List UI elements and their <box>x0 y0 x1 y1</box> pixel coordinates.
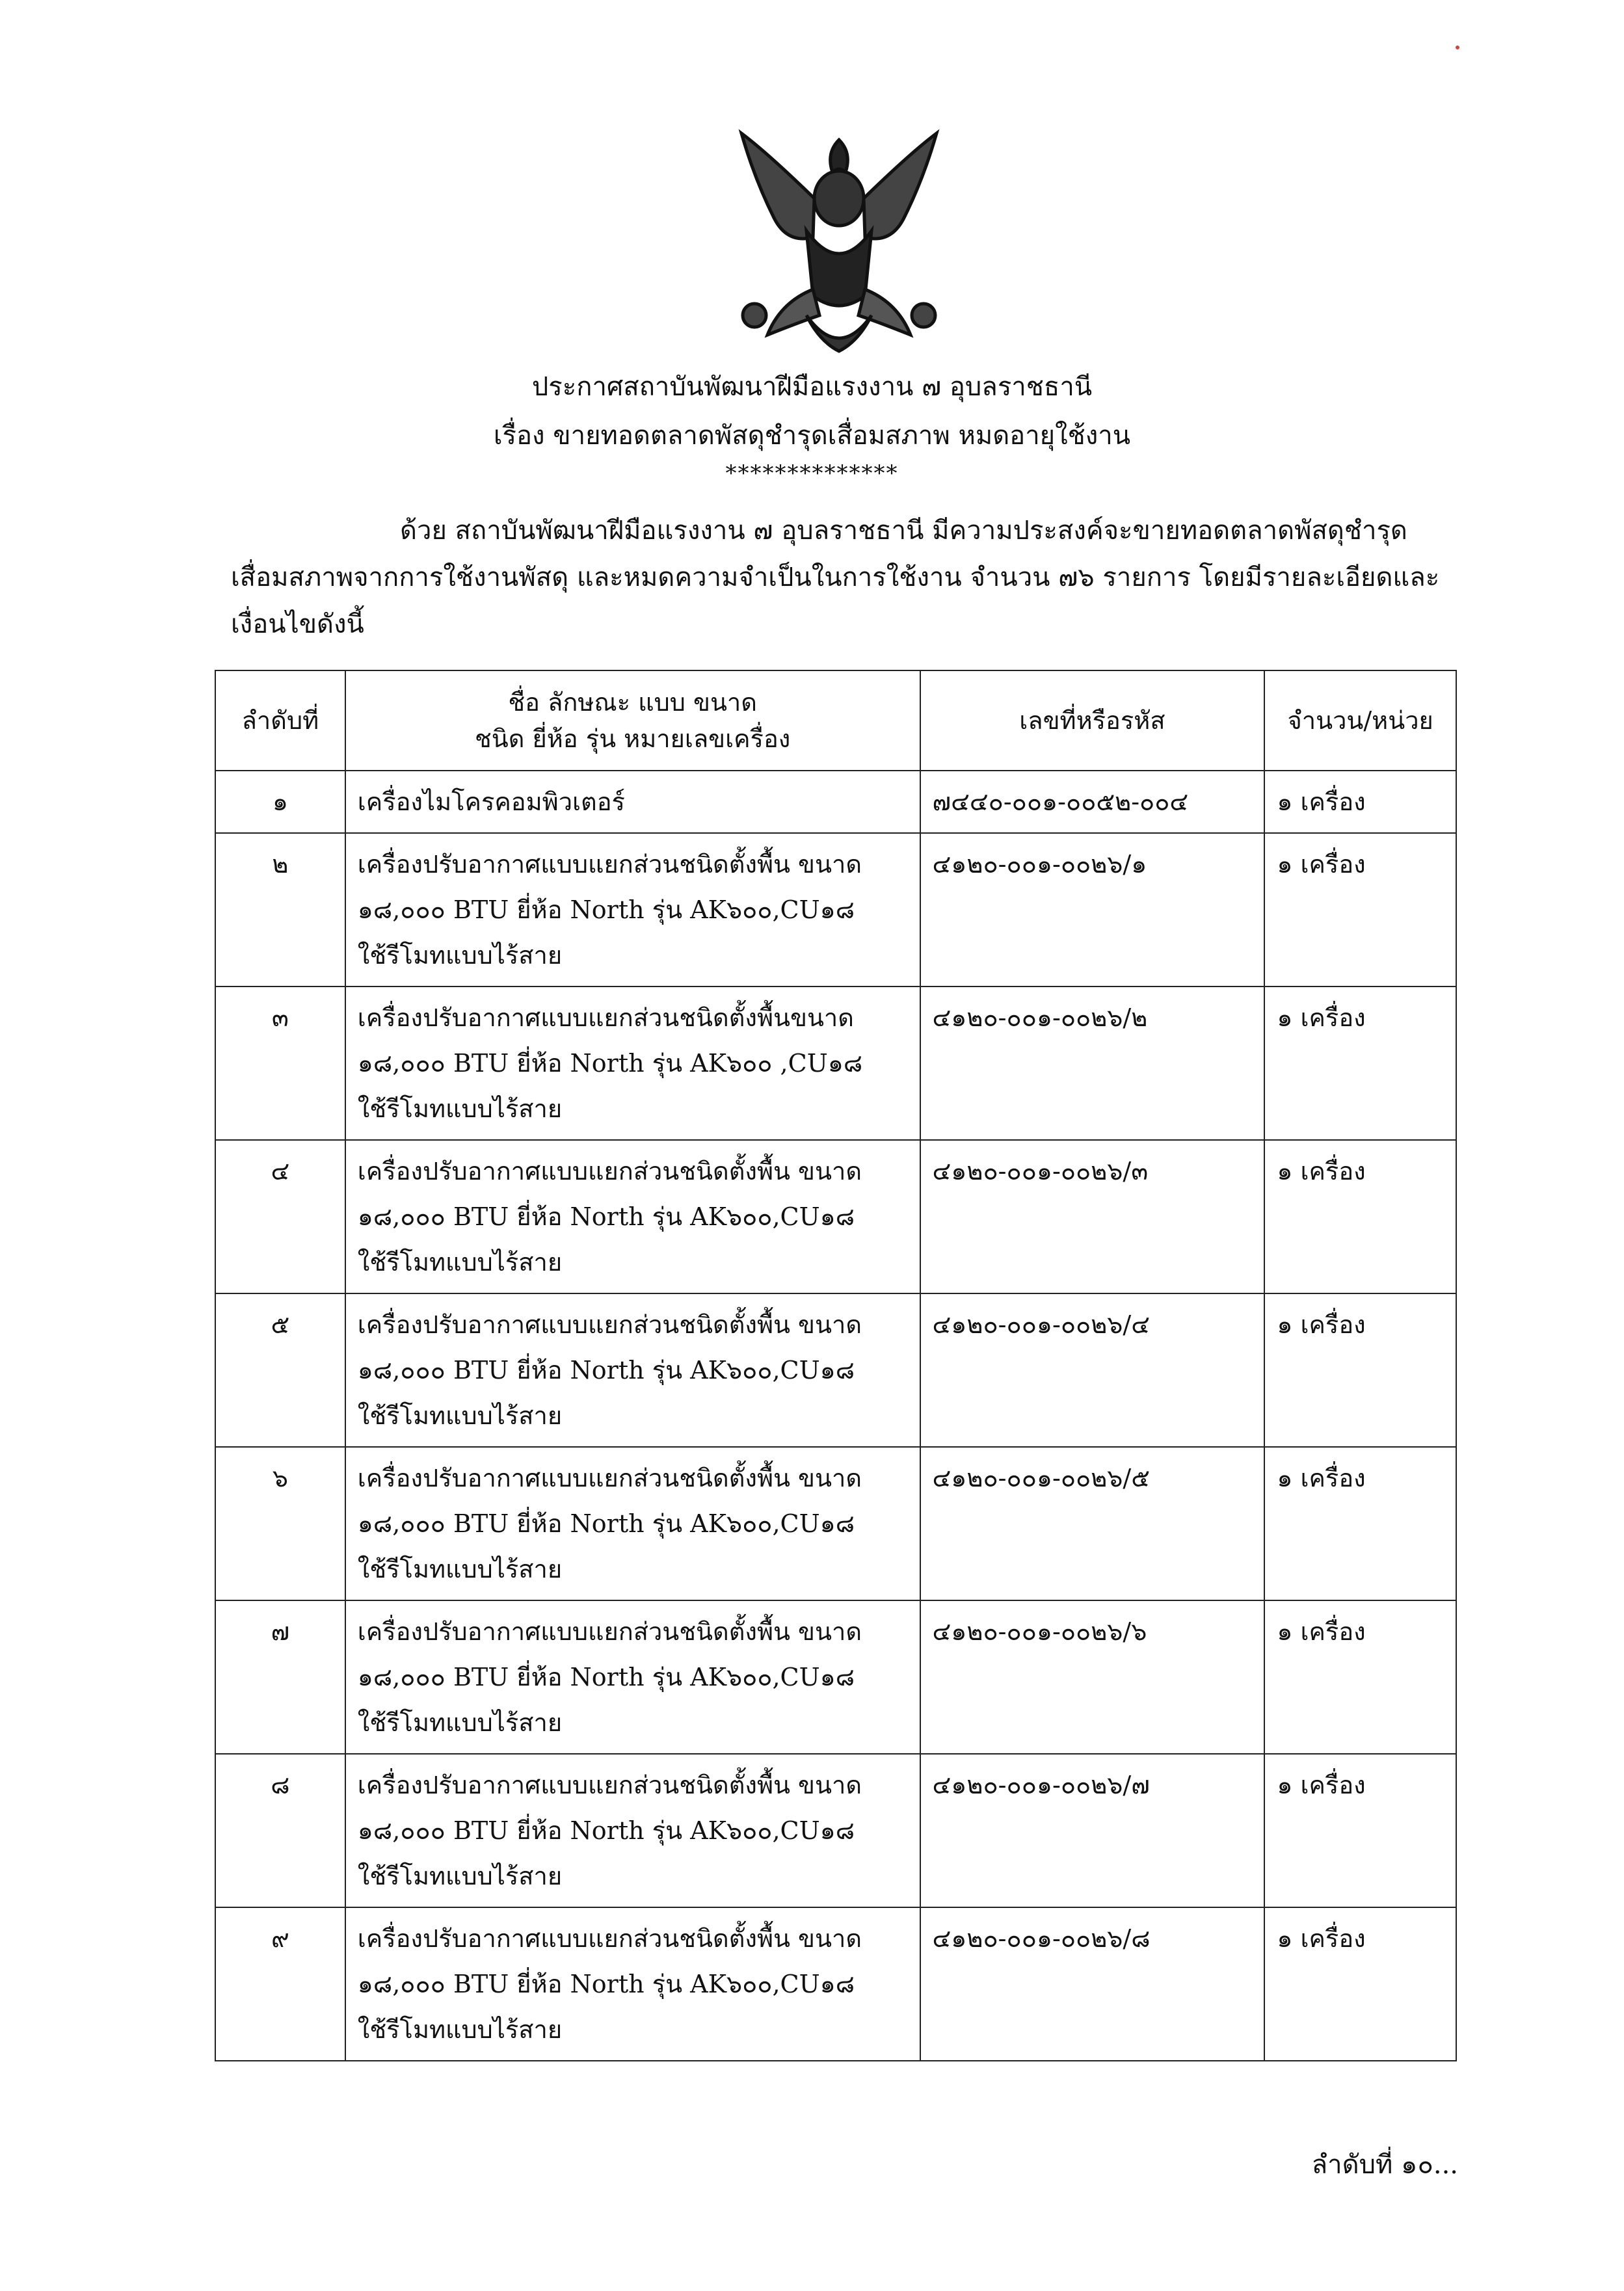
continuation-note: ลำดับที่ ๑๐... <box>1311 2150 1458 2180</box>
intro-line-1: ด้วย สถาบันพัฒนาฝีมือแรงงาน ๗ อุบลราชธานี มีความประสงค์จะขายทอดตลาดพัสดุชำรุด <box>400 516 1407 546</box>
row-code: ๔๑๒๐-๐๐๑-๐๐๒๖/๑ <box>920 833 1265 987</box>
row-desc-line: ๑๘,๐๐๐ BTU ยี่ห้อ North รุ่น AK๖๐๐,CU๑๘ <box>357 1202 855 1231</box>
row-order: ๕ <box>215 1293 345 1447</box>
row-desc-line: ๑๘,๐๐๐ BTU ยี่ห้อ North รุ่น AK๖๐๐,CU๑๘ <box>357 895 855 924</box>
row-code: ๔๑๒๐-๐๐๑-๐๐๒๖/๔ <box>920 1293 1265 1447</box>
row-order: ๔ <box>215 1140 345 1293</box>
row-code: ๔๑๒๐-๐๐๑-๐๐๒๖/๘ <box>920 1907 1265 2061</box>
row-description <box>345 1907 920 2061</box>
row-quantity: ๑ เครื่อง <box>1264 987 1456 1140</box>
garuda-emblem-icon <box>728 127 950 361</box>
col-header-name-line2: ชนิด ยี่ห้อ รุ่น หมายเลขเครื่อง <box>474 724 791 753</box>
row-desc-line: เครื่องปรับอากาศแบบแยกส่วนชนิดตั้งพื้น ขนาด <box>357 1771 862 1799</box>
intro-paragraph <box>231 507 1457 648</box>
col-header-quantity: จำนวน/หน่วย <box>1264 670 1456 771</box>
row-desc-line: เครื่องปรับอากาศแบบแยกส่วนชนิดตั้งพื้น ขนาด <box>357 1464 862 1492</box>
scan-mark <box>1456 46 1459 49</box>
row-quantity: ๑ เครื่อง <box>1264 1447 1456 1600</box>
row-desc-line: ใช้รีโมทแบบไร้สาย <box>357 1555 563 1583</box>
col-header-order: ลำดับที่ <box>215 670 345 771</box>
table-header-row <box>215 670 1456 771</box>
row-order: ๑ <box>215 771 345 833</box>
row-code: ๔๑๒๐-๐๐๑-๐๐๒๖/๓ <box>920 1140 1265 1293</box>
row-desc-line: เครื่องปรับอากาศแบบแยกส่วนชนิดตั้งพื้นขนาด <box>357 1003 854 1032</box>
row-desc-line: เครื่องปรับอากาศแบบแยกส่วนชนิดตั้งพื้น ขนาด <box>357 1157 862 1185</box>
row-code: ๔๑๒๐-๐๐๑-๐๐๒๖/๗ <box>920 1754 1265 1907</box>
table-row <box>215 1907 1456 2061</box>
col-header-code: เลขที่หรือรหัส <box>920 670 1265 771</box>
separator-asterisks: ************** <box>725 460 899 486</box>
row-desc-line: ๑๘,๐๐๐ BTU ยี่ห้อ North รุ่น AK๖๐๐,CU๑๘ <box>357 1970 855 1998</box>
row-order: ๗ <box>215 1600 345 1754</box>
row-order: ๘ <box>215 1754 345 1907</box>
table-row <box>215 1293 1456 1447</box>
row-quantity: ๑ เครื่อง <box>1264 1907 1456 2061</box>
row-quantity: ๑ เครื่อง <box>1264 833 1456 987</box>
col-header-name-line1: ชื่อ ลักษณะ แบบ ขนาด <box>508 688 757 717</box>
row-order: ๖ <box>215 1447 345 1600</box>
intro-line-2: เสื่อมสภาพจากการใช้งานพัสดุ และหมดความจำเป็นในการใช้งาน จำนวน ๗๖ รายการ โดยมีรายละเอียดและ <box>231 563 1440 592</box>
table-row <box>215 1754 1456 1907</box>
row-desc-line: ใช้รีโมทแบบไร้สาย <box>357 1401 563 1430</box>
intro-line-3: เงื่อนไขดังนี้ <box>231 609 364 639</box>
row-description <box>345 1293 920 1447</box>
row-desc-line: ใช้รีโมทแบบไร้สาย <box>357 2015 563 2044</box>
row-code: ๔๑๒๐-๐๐๑-๐๐๒๖/๖ <box>920 1600 1265 1754</box>
row-quantity: ๑ เครื่อง <box>1264 1140 1456 1293</box>
row-code: ๔๑๒๐-๐๐๑-๐๐๒๖/๒ <box>920 987 1265 1140</box>
row-code: ๔๑๒๐-๐๐๑-๐๐๒๖/๕ <box>920 1447 1265 1600</box>
row-desc-line: เครื่องปรับอากาศแบบแยกส่วนชนิดตั้งพื้น ขนาด <box>357 1924 862 1953</box>
row-description <box>345 1447 920 1600</box>
row-desc-line: ๑๘,๐๐๐ BTU ยี่ห้อ North รุ่น AK๖๐๐,CU๑๘ <box>357 1816 855 1845</box>
table-row <box>215 1600 1456 1754</box>
row-desc-line: ใช้รีโมทแบบไร้สาย <box>357 1708 563 1737</box>
col-header-name <box>345 670 920 771</box>
row-description <box>345 771 920 833</box>
row-description <box>345 833 920 987</box>
row-desc-line: เครื่องปรับอากาศแบบแยกส่วนชนิดตั้งพื้น ขนาด <box>357 1310 862 1339</box>
announcement-subject: เรื่อง ขายทอดตลาดพัสดุชำรุดเสื่อมสภาพ หมดอายุใช้งาน <box>493 421 1131 451</box>
row-desc-line: ๑๘,๐๐๐ BTU ยี่ห้อ North รุ่น AK๖๐๐ ,CU๑๘ <box>357 1049 863 1078</box>
row-description <box>345 1600 920 1754</box>
row-desc-line: เครื่องไมโครคอมพิวเตอร์ <box>357 788 625 816</box>
row-code: ๗๔๔๐-๐๐๑-๐๐๕๒-๐๐๔ <box>920 771 1265 833</box>
table-row <box>215 771 1456 833</box>
row-desc-line: ใช้รีโมทแบบไร้สาย <box>357 1094 563 1123</box>
row-description <box>345 1140 920 1293</box>
row-description <box>345 987 920 1140</box>
table-row <box>215 1140 1456 1293</box>
row-desc-line: ๑๘,๐๐๐ BTU ยี่ห้อ North รุ่น AK๖๐๐,CU๑๘ <box>357 1663 855 1691</box>
row-order: ๓ <box>215 987 345 1140</box>
row-desc-line: ใช้รีโมทแบบไร้สาย <box>357 941 563 970</box>
row-desc-line: ๑๘,๐๐๐ BTU ยี่ห้อ North รุ่น AK๖๐๐,CU๑๘ <box>357 1356 855 1384</box>
announcement-title: ประกาศสถาบันพัฒนาฝีมือแรงงาน ๗ อุบลราชธานี <box>531 372 1093 402</box>
table-row <box>215 833 1456 987</box>
row-desc-line: ใช้รีโมทแบบไร้สาย <box>357 1862 563 1890</box>
row-order: ๒ <box>215 833 345 987</box>
row-quantity: ๑ เครื่อง <box>1264 1293 1456 1447</box>
row-desc-line: ใช้รีโมทแบบไร้สาย <box>357 1248 563 1277</box>
row-quantity: ๑ เครื่อง <box>1264 1754 1456 1907</box>
items-table <box>215 670 1457 2061</box>
table-row <box>215 987 1456 1140</box>
row-desc-line: เครื่องปรับอากาศแบบแยกส่วนชนิดตั้งพื้น ขนาด <box>357 850 862 879</box>
row-order: ๙ <box>215 1907 345 2061</box>
row-description <box>345 1754 920 1907</box>
row-quantity: ๑ เครื่อง <box>1264 1600 1456 1754</box>
row-desc-line: เครื่องปรับอากาศแบบแยกส่วนชนิดตั้งพื้น ขนาด <box>357 1617 862 1646</box>
row-quantity: ๑ เครื่อง <box>1264 771 1456 833</box>
row-desc-line: ๑๘,๐๐๐ BTU ยี่ห้อ North รุ่น AK๖๐๐,CU๑๘ <box>357 1509 855 1538</box>
table-row <box>215 1447 1456 1600</box>
